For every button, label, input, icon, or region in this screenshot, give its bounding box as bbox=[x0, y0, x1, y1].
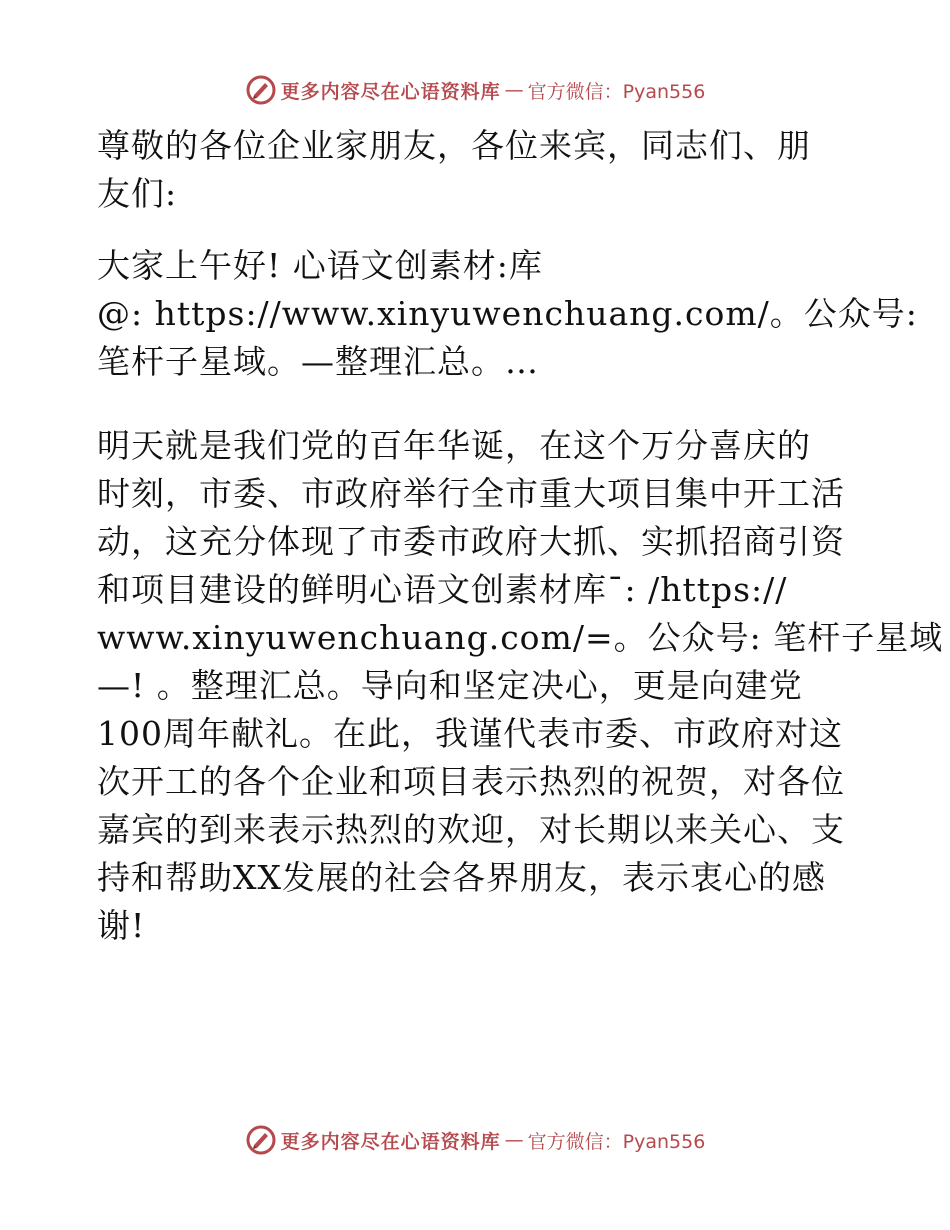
header-watermark bbox=[0, 70, 950, 110]
text-line: 100周年献礼。在此，我谨代表市委、市政府对这 bbox=[97, 714, 843, 753]
watermark-separator: — bbox=[504, 79, 524, 101]
watermark-separator: — bbox=[504, 1129, 524, 1151]
text-line: 大家上午好! 心语文创素材:库 bbox=[97, 246, 543, 285]
text-line: @: https://www.xinyuwenchuang.com/。公众号: bbox=[97, 294, 918, 333]
text-line: 谢! bbox=[97, 906, 146, 945]
text-line: www.xinyuwenchuang.com/=。公众号: 笔杆子星域 bbox=[97, 618, 944, 657]
watermark-wechat-text: 官方微信：Pyan556 bbox=[527, 1130, 706, 1153]
document-body bbox=[97, 122, 944, 950]
footer-watermark bbox=[0, 1120, 950, 1160]
text-line: 友们: bbox=[97, 174, 178, 213]
watermark-wechat-text: 官方微信：Pyan556 bbox=[527, 80, 706, 103]
text-line: 和项目建设的鲜明心语文创素材库¯: /https:// bbox=[97, 570, 788, 609]
paragraph-greeting bbox=[97, 122, 857, 218]
text-line: 嘉宾的到来表示热烈的欢迎，对长期以来关心、支 bbox=[97, 810, 845, 849]
watermark-brand-text: 更多内容尽在心语资料库 bbox=[280, 1130, 501, 1153]
brand-logo-icon bbox=[245, 1124, 277, 1156]
text-line: 持和帮助XX发展的社会各界朋友，表示衷心的感 bbox=[97, 858, 826, 897]
text-line: 明天就是我们党的百年华诞，在这个万分喜庆的 bbox=[97, 426, 811, 465]
paragraph-main bbox=[97, 422, 944, 950]
text-line: 笔杆子星域。—整理汇总。… bbox=[97, 342, 539, 381]
text-line: 时刻，市委、市政府举行全市重大项目集中开工活 bbox=[97, 474, 845, 513]
text-line: 尊敬的各位企业家朋友，各位来宾，同志们、朋 bbox=[97, 126, 811, 165]
text-line: —! 。整理汇总。导向和坚定决心，更是向建党 bbox=[97, 666, 803, 705]
watermark-brand-text: 更多内容尽在心语资料库 bbox=[280, 80, 501, 103]
text-line: 动，这充分体现了市委市政府大抓、实抓招商引资 bbox=[97, 522, 845, 561]
paragraph-opening bbox=[97, 242, 918, 386]
text-line: 次开工的各个企业和项目表示热烈的祝贺，对各位 bbox=[97, 762, 845, 801]
brand-logo-icon bbox=[245, 74, 277, 106]
